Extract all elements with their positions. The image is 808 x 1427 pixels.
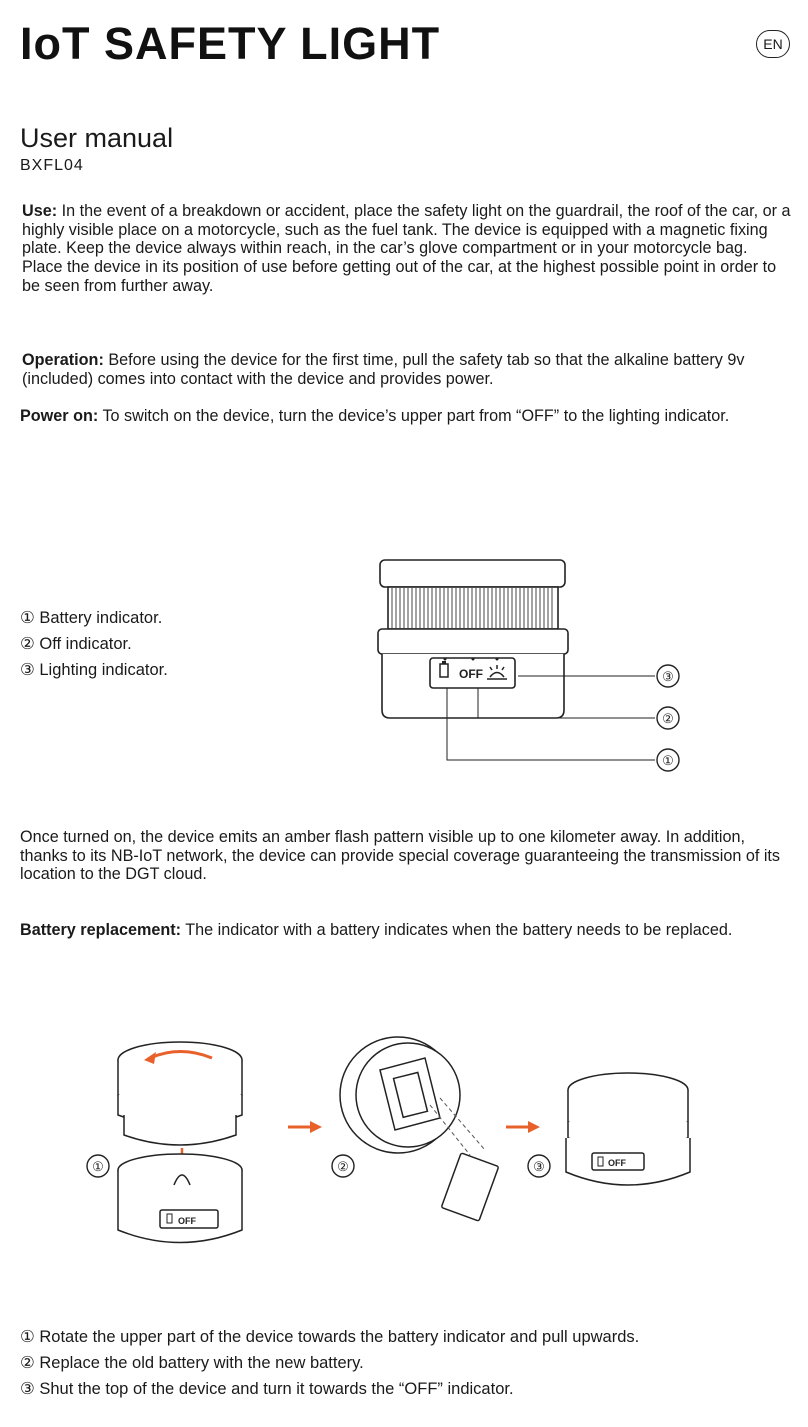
callout-lighting: ③ [662, 669, 674, 684]
page-title: IoT SAFETY LIGHT [20, 18, 441, 69]
off-indicator-label: OFF [459, 667, 483, 681]
replacement-step-2: ② Replace the old battery with the new battery. [20, 1354, 364, 1372]
device-indicator-diagram [370, 555, 690, 775]
callout-battery: ① [662, 753, 674, 768]
battery-9v-icon [441, 1153, 498, 1221]
power-on-section [20, 407, 790, 426]
manual-subtitle: User manual [20, 123, 174, 153]
step1-base [118, 1154, 242, 1243]
step3-device [566, 1073, 690, 1185]
battery-replacement-diagram [80, 1030, 720, 1270]
language-badge: EN [756, 30, 790, 58]
model-number: BXFL04 [20, 157, 84, 174]
operation-text: Before using the device for the first time, pull the safety tab so that the alkaline battery 9v (included) comes into contact with the device and provides power. [22, 351, 745, 388]
indicator-legend-2: ② Off indicator. [20, 635, 132, 653]
power-on-text: To switch on the device, turn the device’s upper part from “OFF” to the lighting indicator. [98, 407, 730, 425]
step-mark-2: ② [337, 1159, 349, 1174]
indicator-legend-3: ③ Lighting indicator. [20, 661, 168, 679]
step2-device [340, 1037, 460, 1153]
step-mark-3: ③ [533, 1159, 545, 1174]
step1-device [118, 1042, 242, 1145]
use-label: Use: [22, 202, 58, 220]
operation-section [22, 351, 797, 388]
battery-replacement-section [20, 921, 795, 940]
step1-off-label: OFF [178, 1216, 196, 1226]
replacement-step-1: ① Rotate the upper part of the device towards the battery indicator and pull upwards. [20, 1328, 640, 1346]
battery-text: The indicator with a battery indicates when the battery needs to be replaced. [181, 921, 733, 939]
once-on-section: Once turned on, the device emits an amber flash pattern visible up to one kilometer away. In addition, thanks to its NB-IoT network, the device can provide special coverage guaranteeing the transmission of its location to the DGT cloud. [20, 828, 781, 884]
operation-label: Operation: [22, 351, 104, 369]
callout-off: ② [662, 711, 674, 726]
step3-off-label: OFF [608, 1158, 626, 1168]
step-mark-1: ① [92, 1159, 104, 1174]
battery-label: Battery replacement: [20, 921, 182, 939]
use-text-2: Place the device in its position of use before getting out of the car, at the highest possible point in order to be seen from further away. [22, 258, 777, 295]
replacement-step-3: ③ Shut the top of the device and turn it towards the “OFF” indicator. [20, 1380, 514, 1398]
use-text: In the event of a breakdown or accident, place the safety light on the guardrail, the roof of the car, or a highly visible place on a motorcycle, such as the fuel tank. The device is equipped with a magnetic fixing plate. Keep the device always within reach, in the car’s glove compartment or in your motorcycle bag. [22, 202, 791, 258]
indicator-legend-1: ① Battery indicator. [20, 609, 163, 627]
power-on-label: Power on: [20, 407, 99, 425]
use-section [22, 202, 792, 296]
